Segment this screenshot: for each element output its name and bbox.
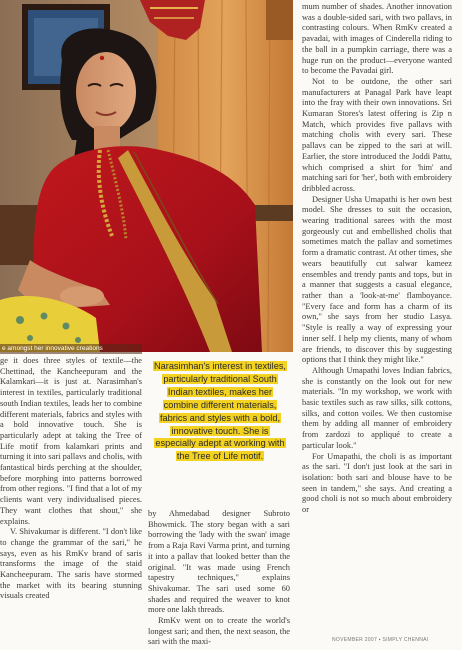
article-column-left <box>0 356 142 602</box>
paragraph: by Ahmedabad designer Subroto Bhowmick. The story began with a sari borrowing the 'lady with the swan' image from a Raja Ravi Varma print, and turning it into a pallav that looked better than the original. "It was made using French tapestry techniques," explains Shivakumar. The sari used some 60 shades and required the weaver to knot more one lakh threads. <box>148 509 290 615</box>
page-footer: NOVEMBER 2007 ▪ SIMPLY CHENNAI <box>332 637 429 643</box>
paragraph: Although Umapathi loves Indian fabrics, she is constantly on the look out for new materials. "In my workshop, we work with basic textiles such as raw silks, silk cottons, silks, and cotton voiles. We then customise them by adding all manner of embroidery from zardozi to appliqué to create a particular look." <box>302 365 452 450</box>
paragraph: mum number of shades. Another innovation was a double-sided sari, with two pallavs, in contrasting colours. When RmKv created a pavadai, with images of Cinderella riding to the ball in a pumpkin carriage, there was a huge run on the product—everyone wanted to become the Pavadai girl. <box>302 2 452 76</box>
paragraph: ge it does three styles of textile—the Chettinad, the Kancheepuram and the Kalamkari—it is just at. Narasimhan's interest in textiles, particularly traditional south Indian textiles, leads her to combine different materials, fabrics and styles with a bold innovative touch. She is particularly adept at taking the Tree of Life motif from kalamkari prints and turning it into sari pallavs and cholis, with fantastical birds perching at the shoulder, before morphing into patterns borrowed from other regions. "I find that a lot of my clients want very individualised pieces. They want clothes that shout," she explains. <box>0 356 142 526</box>
photo-caption: e amongst her innovative creations <box>0 344 142 354</box>
article-column-middle <box>148 509 290 648</box>
article-column-right <box>302 2 452 516</box>
portrait-photo <box>0 0 293 352</box>
paragraph: Designer Usha Umapathi is her own best model. She dresses to suit the occasion, wearing traditional sarees with the most gorgeously cut and embellished cholis that sometimes match the pallav and sometimes form a dramatic contrast. At other times, she wears beautifully cut salwar kameez ensembles and trendy pants and tops, but in a manner that suggests a casual elegance, rather than a 'look-at-me' flamboyance. "Every face and form has a charm of its own," she says from her studio Lasya. "Style is really a way of expressing your inner self. I help my clients, many of whom are friends, to discover this by suggesting options that I think they might like." <box>302 194 452 365</box>
pull-quote <box>150 360 290 463</box>
pull-quote-text: Narasimhan's interest in textiles, particularly traditional South Indian textiles, makes her combine different materials, fabrics and styles with a bold, innovative touch. She is especially adept at working with the Tree of Life motif. <box>154 361 286 462</box>
paragraph: Not to be outdone, the other sari manufacturers at Panagal Park have leapt into the fray with their own innovations. Sri Kumaran Stores's latest offering is Zip n Match, which provides five pallavs with matching cholis with every sari. These pallavs can be zipped to the sari at will. Earlier, the store introduced the Joddi Pattu, which comprised a shirt for 'him' and matching sari for 'her', both with embroidery dribbled across. <box>302 76 452 193</box>
paragraph: V. Shivakumar is different. "I don't like to change the grammar of the sari," he says, even as his RmKv brand of saris transforms the image of the staid Kancheepuram. The saris have stormed the market with its bearing stunning visuals created <box>0 527 142 601</box>
woman-in-red-sari-image <box>0 0 293 352</box>
paragraph: RmKv went on to create the world's longest sari; and then, the next season, the sari with the maxi- <box>148 616 290 647</box>
paragraph: For Umapathi, the choli is as important as the sari. "I don't just look at the sari in isolation: both sari and blouse have to be seen in tandem," she says. And creating a good choli is not so much about embroidery or <box>302 451 452 515</box>
